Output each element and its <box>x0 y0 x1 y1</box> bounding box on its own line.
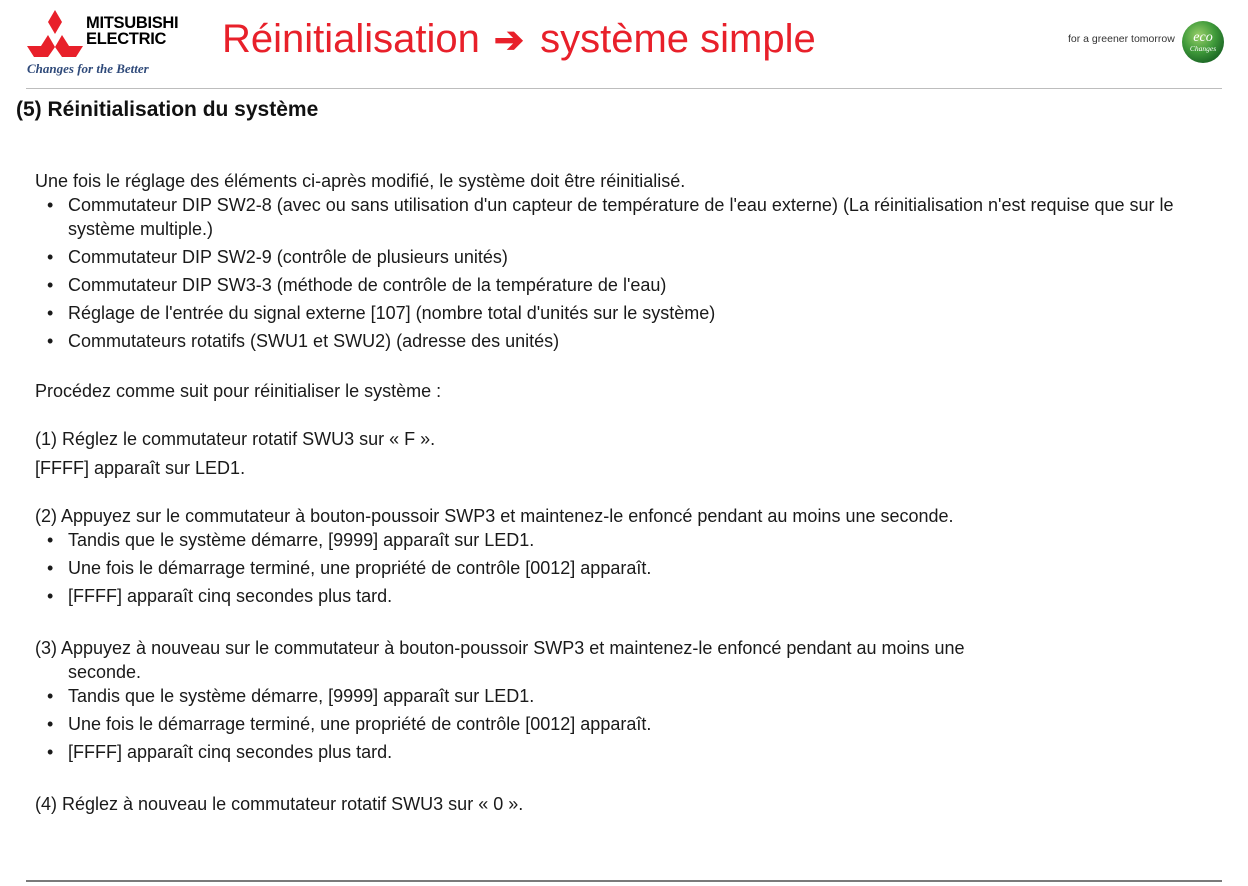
step-1-line-2: [FFFF] apparaît sur LED1. <box>35 458 246 478</box>
eco-changes-logo-icon <box>1181 20 1225 64</box>
logo-tagline: Changes for the Better <box>27 61 149 76</box>
list-item: • Tandis que le système démarre, [9999] apparaît sur LED1. <box>35 684 1240 708</box>
step-2-list <box>35 528 1240 608</box>
footer-divider <box>26 880 1222 882</box>
step-1-line-1: (1) Réglez le commutateur rotatif SWU3 sur « F ». <box>35 429 436 449</box>
procedure-intro: Procédez comme suit pour réinitialiser le système : <box>35 381 442 401</box>
list-item: • Commutateur DIP SW3-3 (méthode de contrôle de la température de l'eau) <box>35 273 1240 297</box>
step-2: (2) Appuyez sur le commutateur à bouton-poussoir SWP3 et maintenez-le enfoncé pendant au moins une seconde. <box>35 506 954 526</box>
page-header <box>0 0 1248 88</box>
list-item: • Commutateur DIP SW2-8 (avec ou sans utilisation d'un capteur de température de l'eau externe) (La réinitialisation n'est requise que sur le système multiple.) <box>35 193 1240 241</box>
header-divider <box>26 88 1222 89</box>
eco-text: eco <box>1193 30 1213 45</box>
title-left: Réinitialisation <box>222 17 480 61</box>
step-3 <box>35 636 1240 684</box>
settings-list <box>35 193 1240 353</box>
right-arrow-icon: ➔ <box>493 19 525 60</box>
list-item: • Une fois le démarrage terminé, une propriété de contrôle [0012] apparaît. <box>35 556 1240 580</box>
step-4: (4) Réglez à nouveau le commutateur rotatif SWU3 sur « 0 ». <box>35 794 524 814</box>
document-body <box>35 169 1240 816</box>
list-item: • Une fois le démarrage terminé, une propriété de contrôle [0012] apparaît. <box>35 712 1240 736</box>
intro-text: Une fois le réglage des éléments ci-après modifié, le système doit être réinitialisé. <box>35 171 686 191</box>
greener-tomorrow-tagline: for a greener tomorrow <box>1068 33 1175 45</box>
changes-text: Changes <box>1189 44 1217 53</box>
step-3-line-2: seconde. <box>68 662 142 682</box>
logo-word-mitsubishi: MITSUBISHI <box>86 14 179 32</box>
three-diamonds-icon <box>27 8 83 58</box>
title-right: système simple <box>540 17 816 61</box>
list-item: • [FFFF] apparaît cinq secondes plus tard. <box>35 584 1240 608</box>
list-item: • [FFFF] apparaît cinq secondes plus tard. <box>35 740 1240 764</box>
list-item: • Commutateurs rotatifs (SWU1 et SWU2) (adresse des unités) <box>35 329 1240 353</box>
step-3-line-1: (3) Appuyez à nouveau sur le commutateur à bouton-poussoir SWP3 et maintenez-le enfoncé pendant au moins une <box>35 638 965 658</box>
list-item: • Réglage de l'entrée du signal externe [107] (nombre total d'unités sur le système) <box>35 301 1240 325</box>
mitsubishi-electric-logo <box>27 8 197 78</box>
slide-title <box>222 14 816 65</box>
section-title: (5) Réinitialisation du système <box>16 98 319 121</box>
list-item: • Tandis que le système démarre, [9999] apparaît sur LED1. <box>35 528 1240 552</box>
step-3-list <box>35 684 1240 764</box>
logo-word-electric: ELECTRIC <box>86 30 167 48</box>
list-item: • Commutateur DIP SW2-9 (contrôle de plusieurs unités) <box>35 245 1240 269</box>
